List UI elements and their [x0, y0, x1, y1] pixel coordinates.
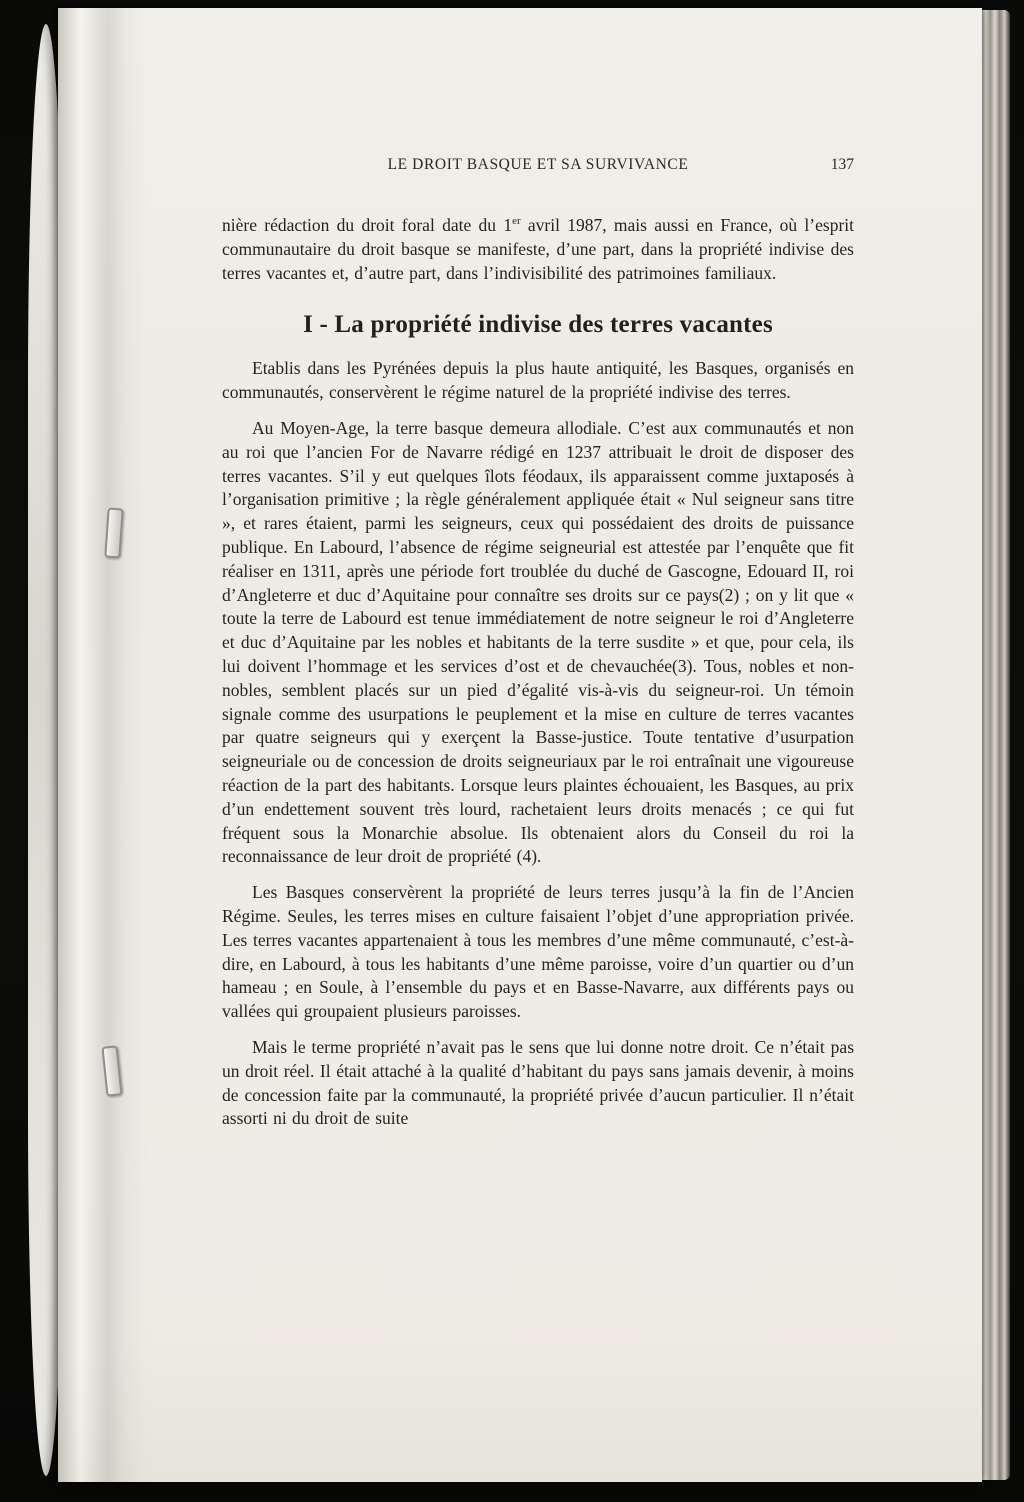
body-paragraph-2: Etablis dans les Pyrénées depuis la plus haute antiquité, les Basques, organisés en communautés, conservèrent le régime naturel de la propriété indivise des terres.	[222, 358, 854, 403]
body-paragraph-1	[222, 214, 854, 285]
running-header	[222, 156, 854, 174]
page-content	[58, 8, 982, 1482]
paragraph-1-text-pre: nière rédaction du droit foral date du 1	[222, 215, 513, 235]
body-paragraph-3: Au Moyen-Age, la terre basque demeura allodiale. C’est aux communautés et non au roi que l’ancien For de Navarre rédigé en 1237 attribuait le droit de disposer des terres vacantes. S’il y eut quelques îlots féodaux, ils apparaissent comme juxtaposés à l’organisation primitive ; la règle généralement appliquée était « Nul seigneur sans titre », et rares étaient, parmi les seigneurs, ceux qui possédaient des droits de puissance publique. En Labourd, l’absence de régime seigneurial est attestée par l’enquête que fit réaliser en 1311, après une période fort troublée du duché de Gascogne, Edouard II, roi d’Angleterre et duc d’Aquitaine pour connaître ses droits sur ce pays(2) ; on y lit que « toute la terre de Labourd est tenue immédiatement de notre seigneur le roi d’Angleterre et duc d’Aquitaine par les nobles et habitants de la terre susdite » et que, pour cela, ils lui doivent l’hommage et les services d’ost et de chevauchée(3). Tous, nobles et non-nobles, semblent placés sur un pied d’égalité vis-à-vis du seigneur-roi. Un témoin signale comme des usurpations le peuplement et la mise en culture de terres vacantes par quatre seigneurs qui y exerçent la Basse-justice. Toute tentative d’usurpation seigneuriale ou de concession de droits seigneuriaux par le roi entraînait une vigoureuse réaction de la part des habitants. Lorsque leurs plaintes échouaient, les Basques, au prix d’un endettement souvent très lourd, rachetaient leurs droits menacés ; ce qui fut fréquent sous la Monarchie absolue. Ils obtenaient alors du Conseil du roi la reconnaissance de leur droit de propriété (4).	[222, 417, 854, 867]
document-page	[58, 8, 982, 1482]
body-paragraph-4: Les Basques conservèrent la propriété de leurs terres jusqu’à la fin de l’Ancien Régime. Seules, les terres mises en culture faisaient l’objet d’une appropriation privée. Les terres vacantes appartenaient à tous les membres d’une même communauté, c’est-à-dire, en Labourd, à tous les habitants d’une même paroisse, voire d’un quartier ou d’un hameau ; en Soule, à l’ensemble du pays et en Basse-Navarre, aux différents pays ou vallées qui groupaient plusieurs paroisses.	[222, 882, 854, 1022]
section-heading: I - La propriété indivise des terres vacantes	[303, 311, 773, 339]
superscript-er: er	[512, 215, 521, 228]
page-number: 137	[830, 156, 854, 173]
paragraph-1-text-post: avril 1987, mais aussi en France, où l’esprit communautaire du droit basque se manifeste, d’une part, dans la propriété indivise des terres vacantes et, d’autre part, dans l’indivisibilité des patrimoines familiaux.	[222, 215, 854, 283]
page-stack-edges	[980, 10, 1010, 1480]
running-header-title: LE DROIT BASQUE ET SA SURVIVANCE	[387, 156, 689, 173]
body-paragraph-5: Mais le terme propriété n’avait pas le sens que lui donne notre droit. Ce n’était pas un droit réel. Il était attaché à la qualité d’habitant du pays sans jamais devenir, à moins de concession faite par la communauté, la propriété privée d’aucun particulier. Il n’était assorti ni du droit de suite	[222, 1036, 854, 1129]
